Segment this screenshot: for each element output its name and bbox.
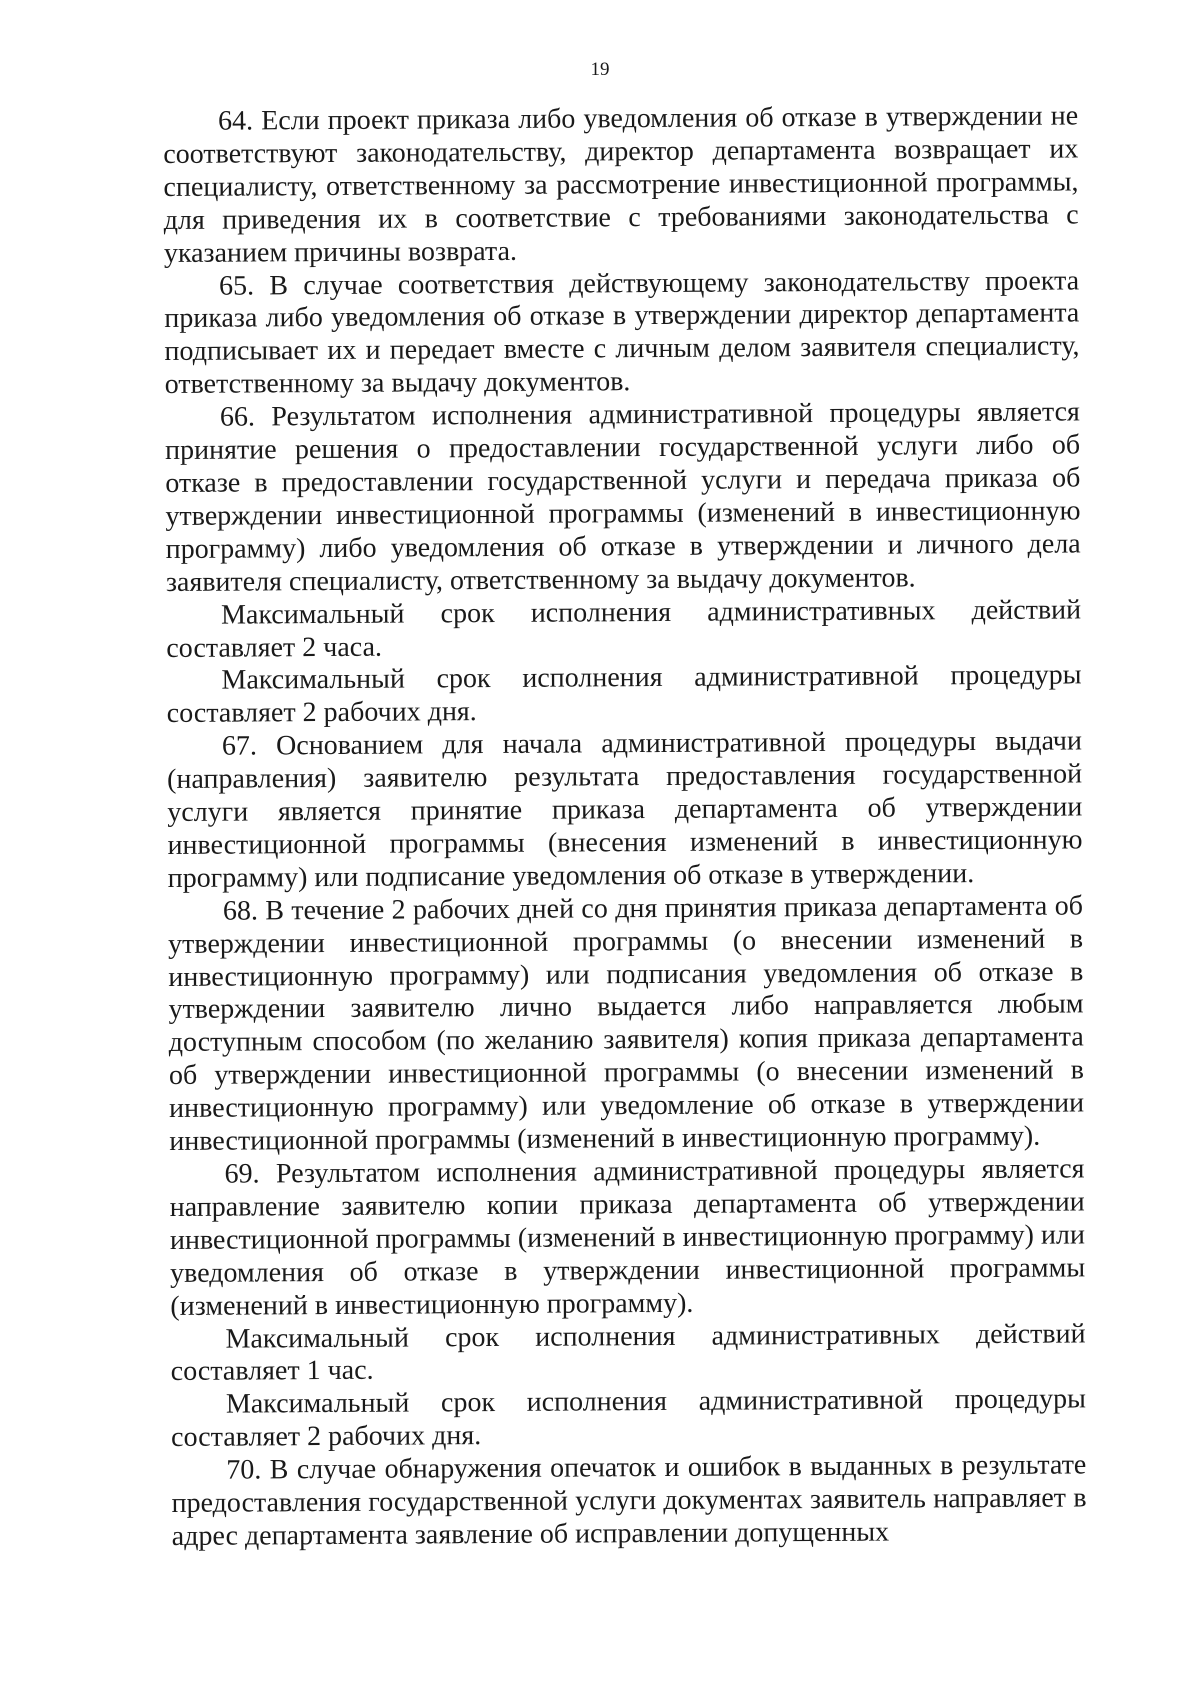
page-number: 19: [590, 59, 610, 80]
paragraph-69-procedure-term: Максимальный срок исполнения административной процедуры составляет 2 рабочих дня.: [171, 1383, 1087, 1454]
paragraph-68: 68. В течение 2 рабочих дней со дня принятия приказа департамента об утверждении инвестиционной программы (о внесении изменений в инвестиционную программу) или подписания уведомления об отказе в утверждении заявителю лично выдается либо направляется любым доступным способом (по желанию заявителя) копия приказа департамента об утверждении инвестиционной программы (о внесении изменений в инвестиционную программу) или уведомление об отказе в утверждении инвестиционной программы (изменений в инвестиционную программу).: [168, 890, 1085, 1158]
paragraph-66-procedure-term: Максимальный срок исполнения административной процедуры составляет 2 рабочих дня.: [166, 659, 1082, 730]
paragraph-69-actions-term: Максимальный срок исполнения административных действий составляет 1 час.: [170, 1317, 1086, 1388]
document-body: [163, 100, 1087, 1553]
paragraph-65: 65. В случае соответствия действующему законодательству проекта приказа либо уведомления об отказе в утверждении директор департамента подписывает их и передает вместе с личным делом заявителя специалисту, ответственному за выдачу документов.: [164, 264, 1080, 401]
paragraph-64: 64. Если проект приказа либо уведомления об отказе в утверждении не соответствуют законодательству, директор департамента возвращает их специалисту, ответственному за рассмотрение инвестиционной программы, для приведения их в соответствие с требованиями законодательства с указанием причины возврата.: [163, 100, 1079, 269]
paragraph-66-actions-term: Максимальный срок исполнения административных действий составляет 2 часа.: [166, 593, 1082, 664]
paragraph-69: 69. Результатом исполнения административной процедуры является направление заявителю копии приказа департамента об утверждении инвестиционной программы (изменений в инвестиционную программу) или уведомления об отказе в утверждении инвестиционной программы (изменений в инвестиционную программу).: [169, 1153, 1086, 1322]
paragraph-66: 66. Результатом исполнения административной процедуры является принятие решения о предоставлении государственной услуги либо об отказе в предоставлении государственной услуги и передача приказа об утверждении инвестиционной программы (изменений в инвестиционную программу) либо уведомления об отказе в утверждении и личного дела заявителя специалисту, ответственному за выдачу документов.: [165, 396, 1081, 598]
paragraph-70: 70. В случае обнаружения опечаток и ошибок в выданных в результате предоставления государственной услуги документах заявитель направляет в адрес департамента заявление об исправлении допущенных: [171, 1449, 1087, 1552]
paragraph-67: 67. Основанием для начала административной процедуры выдачи (направления) заявителю результата предоставления государственной услуги является принятие приказа департамента об утверждении инвестиционной программы (внесения изменений в инвестиционную программу) или подписание уведомления об отказе в утверждении.: [167, 725, 1083, 894]
